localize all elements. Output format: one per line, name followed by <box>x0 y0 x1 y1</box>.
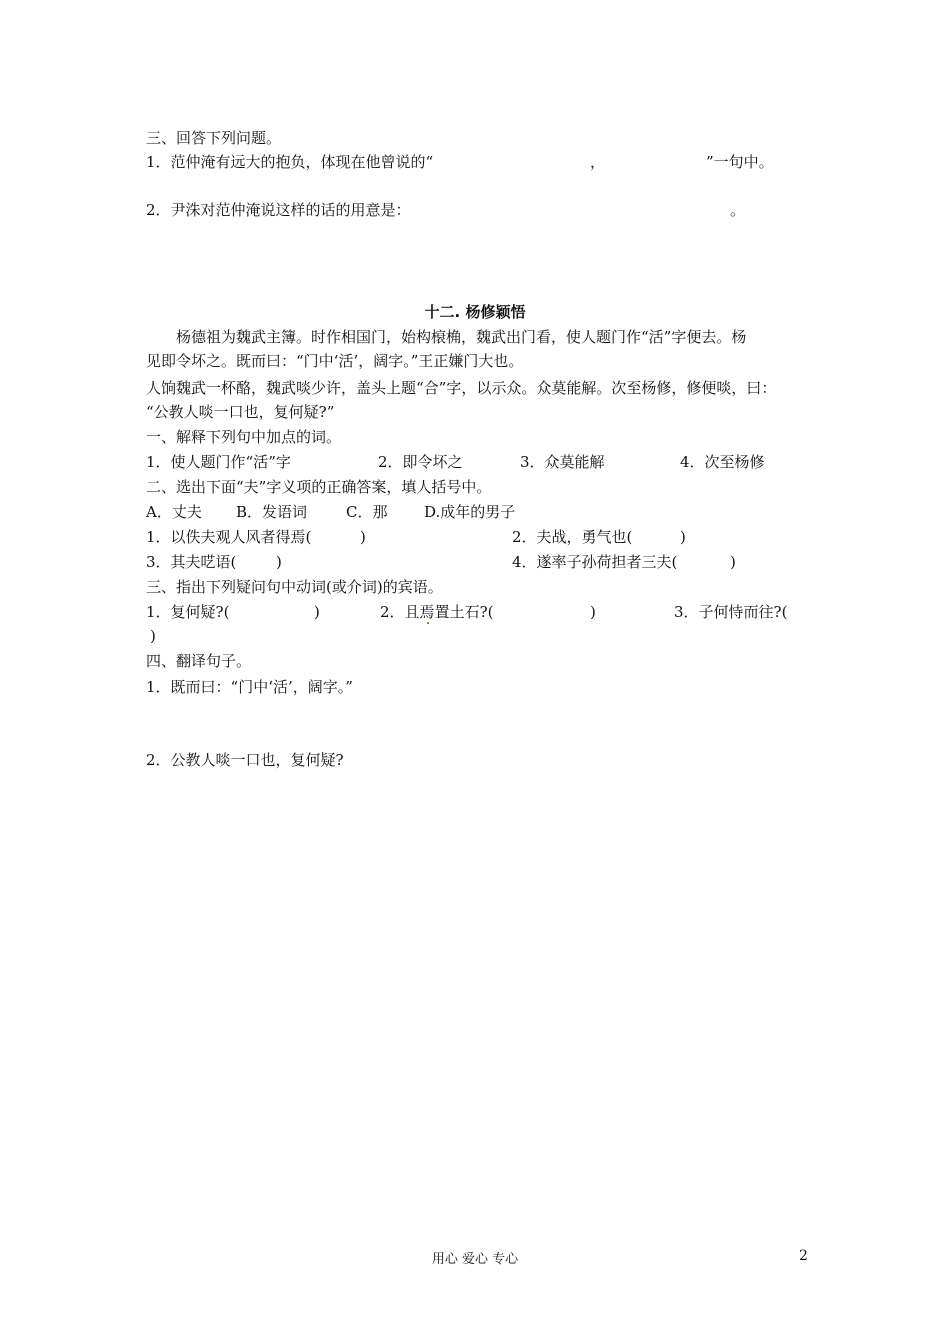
passage-line-4: “公教人啖一口也，复何疑?” <box>146 403 335 421</box>
q2-option: C．那 <box>346 503 388 521</box>
q1-item: 4．次至杨修 <box>680 453 765 471</box>
q4-heading: 四、翻译句子。 <box>146 652 252 670</box>
q2-item-close: ) <box>730 553 736 571</box>
q2-item-close: ) <box>680 528 686 546</box>
q3-item-2-close: ) <box>590 603 596 621</box>
section-heading-answer: 三、回答下列问题。 <box>146 129 282 147</box>
footer-slogan: 用心 爱心 专心 <box>431 1252 519 1267</box>
q4-item: 1．既而曰：“门中‘活’，阔字。” <box>146 678 353 696</box>
lesson-title: 十二. 杨修颖悟 <box>424 303 526 321</box>
q2-heading: 二、选出下面“夫”字义项的正确答案，填人括号中。 <box>146 478 492 496</box>
question-2-end: 。 <box>730 201 746 219</box>
q2-item-close: ) <box>276 553 282 571</box>
passage-line-1: 杨德祖为魏武主簿。时作相国门，始构榱桷，魏武出门看，使人题门作“活”字便去。杨 <box>176 328 747 346</box>
q2-option: D.成年的男子 <box>424 503 516 521</box>
passage-line-3: 人饷魏武一杯酪，魏武啖少许，盖头上题“合”字，以示众。众莫能解。次至杨修，修便啖，曰： <box>146 379 777 397</box>
q2-item: 1．以佚夫观人风者得焉( <box>146 528 312 546</box>
q3-item-2-end: 置土石?( <box>434 603 494 621</box>
question-2-text: 2．尹洙对范仲淹说这样的话的用意是： <box>146 201 411 219</box>
q3-item-2 <box>380 602 493 622</box>
q2-option: A．丈夫 <box>146 503 202 521</box>
q3-item-2-start: 2．且 <box>380 603 420 621</box>
q3-item-3: 3．子何恃而往?( <box>674 603 788 621</box>
q1-item: 1．使人题门作“活”字 <box>146 453 291 471</box>
q1-heading: 一、解释下列句中加点的词。 <box>146 428 342 446</box>
q2-option: B．发语词 <box>236 503 308 521</box>
q1-item: 2．即令坏之 <box>378 453 463 471</box>
q3-item-3-close: ) <box>150 627 156 645</box>
q2-item: 3．其夫呓语( <box>146 553 237 571</box>
q3-heading: 三、指出下列疑问句中动词(或介词)的宾语。 <box>146 578 443 596</box>
q2-item: 2．夫战，勇气也( <box>512 528 633 546</box>
question-1-comma: ， <box>590 153 606 171</box>
question-1-text: 1．范仲淹有远大的抱负，体现在他曾说的“ <box>146 153 434 171</box>
q2-item: 4．遂率子孙荷担者三夫( <box>512 553 678 571</box>
q3-item-1-close: ) <box>314 603 320 621</box>
question-1-end: ”一句中。 <box>706 153 774 171</box>
page-number: 2 <box>799 1248 808 1264</box>
q3-item-1: 1．复何疑?( <box>146 603 230 621</box>
passage-line-2: 见即令坏之。既而曰：“门中‘活’，阔字。”王正嫌门大也。 <box>146 352 524 370</box>
q2-item-close: ) <box>360 528 366 546</box>
q1-item: 3．众莫能解 <box>520 453 605 471</box>
q3-item-2-dotted-word: 焉 <box>419 603 435 621</box>
q4-item: 2．公教人啖一口也，复何疑? <box>146 751 344 769</box>
